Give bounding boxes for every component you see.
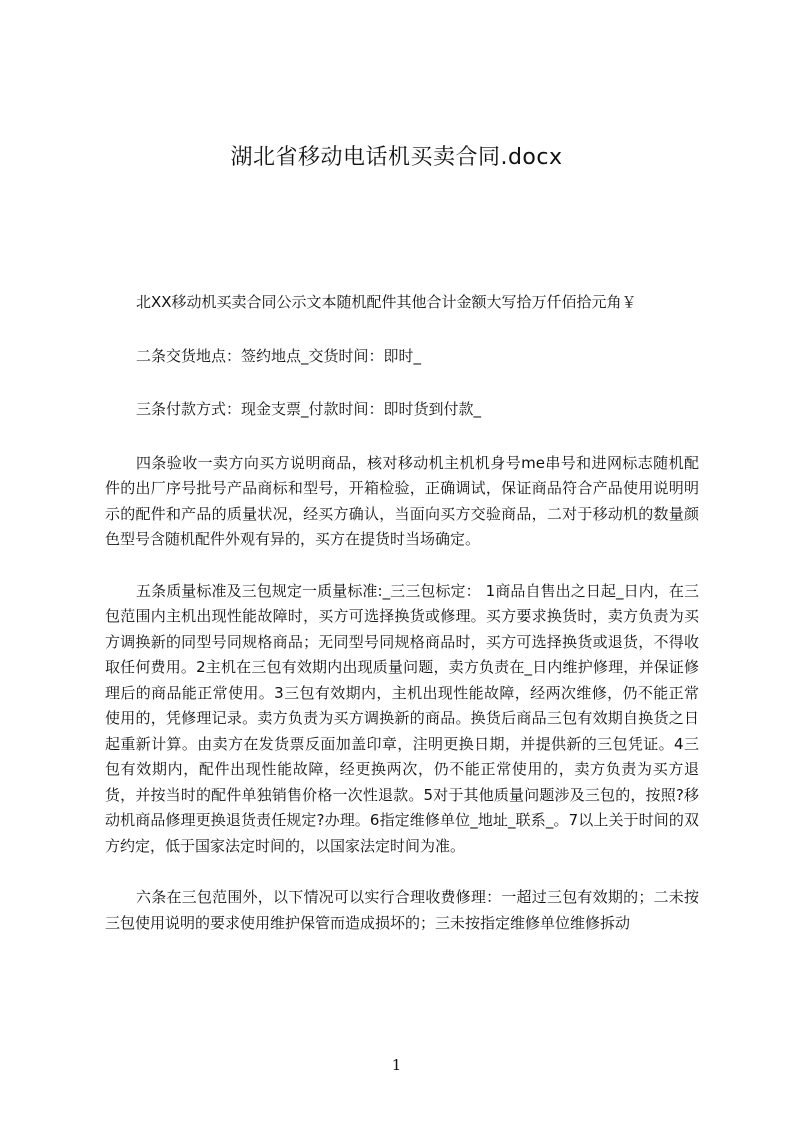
page-number: 1 (391, 1056, 402, 1074)
paragraph-article-3: 三条付款方式：现金支票_付款时间：即时货到付款_ (136, 400, 482, 418)
paragraph-article-1: 北XX移动机买卖合同公示文本随机配件其他合计金额大写拾万仟佰拾元角￥ (136, 293, 637, 311)
paragraph-article-4: 四条验收一卖方向买方说明商品，核对移动机主机机身号me串号和进网标志随机配件的出厂序号批号产品商标和型号，开箱检验，正确调试，保证商品符合产品使用说明明示的配件和产品的质量状况，经买方确认，当面向买方交验商品，二对于移动机的数量颜色型号含随机配件外观有异的，买方在提货时当场确定。 (105, 453, 699, 548)
document-body (105, 290, 699, 962)
paragraph-article-6: 六条在三包范围外，以下情况可以实行合理收费修理：一超过三包有效期的；二未按三包使用说明的要求使用维护保管而造成损坏的；三未按指定维修单位维修拆动 (105, 888, 699, 932)
paragraph-article-2: 二条交货地点：签约地点_交货时间：即时_ (136, 346, 422, 365)
document-title: 湖北省移动电话机买卖合同.docx (230, 145, 563, 170)
paragraph-article-5: 五条质量标准及三包规定一质量标准:_三三包标定： 1商品自售出之日起_日内，在三包范围内主机出现性能故障时，买方可选择换货或修理。买方要求换货时，卖方负责为买方调换新的同型号同规格商品；无同型号同规格商品时，买方可选择换货或退货，不得收取任何费用。2主机在三包有效期内出现质量问题，卖方负责在_日内维护修理，并保证修理后的商品能正常使用。3三包有效期内，主机出现性能故障，经两次维修，仍不能正常使用的，凭修理记录。卖方负责为买方调换新的商品。换货后商品三包有效期自换货之日起重新计算。由卖方在发货票反面加盖印章，注明更换日期，并提供新的三包凭证。4三包有效期内，配件出现性能故障，经更换两次，仍不能正常使用的，卖方负责为买方退货，并按当时的配件单独销售价格一次性退款。5对于其他质量问题涉及三包的，按照?移动机商品修理更换退货责任规定?办理。6指定维修单位_地址_联系_。7以上关于时间的双方约定，低于国家法定时间的，以国家法定时间为准。 (105, 581, 699, 855)
